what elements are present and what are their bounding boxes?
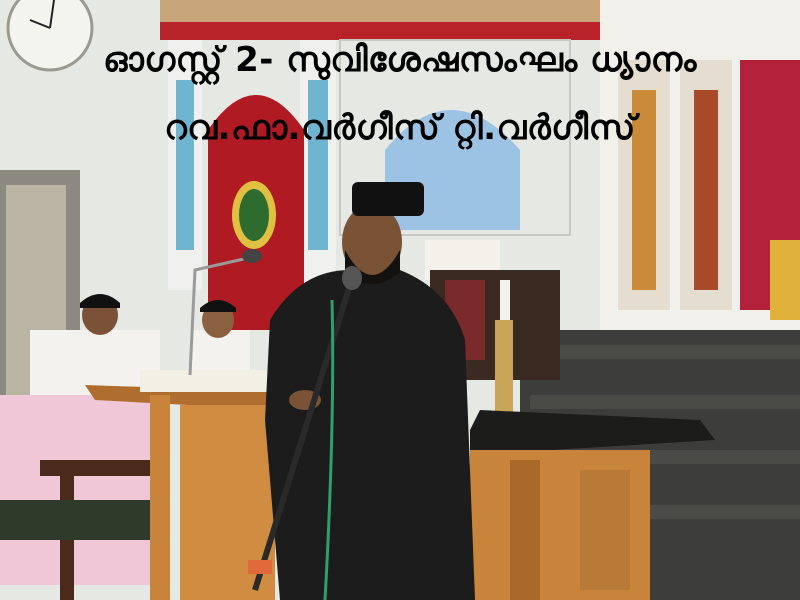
open-book bbox=[140, 370, 275, 392]
caption-line-1: ഓഗസ്റ്റ് 2- സുവിശേഷസംഘം ധ്യാനം bbox=[103, 40, 697, 80]
black-cassock bbox=[265, 270, 475, 600]
priest-cap bbox=[352, 182, 424, 216]
caption-line-2: റവ.ഫാ.വർഗീസ് റ്റി.വർഗീസ് bbox=[164, 108, 636, 148]
candle bbox=[500, 280, 510, 320]
pink-chair bbox=[0, 395, 150, 600]
candlestick bbox=[495, 320, 513, 420]
